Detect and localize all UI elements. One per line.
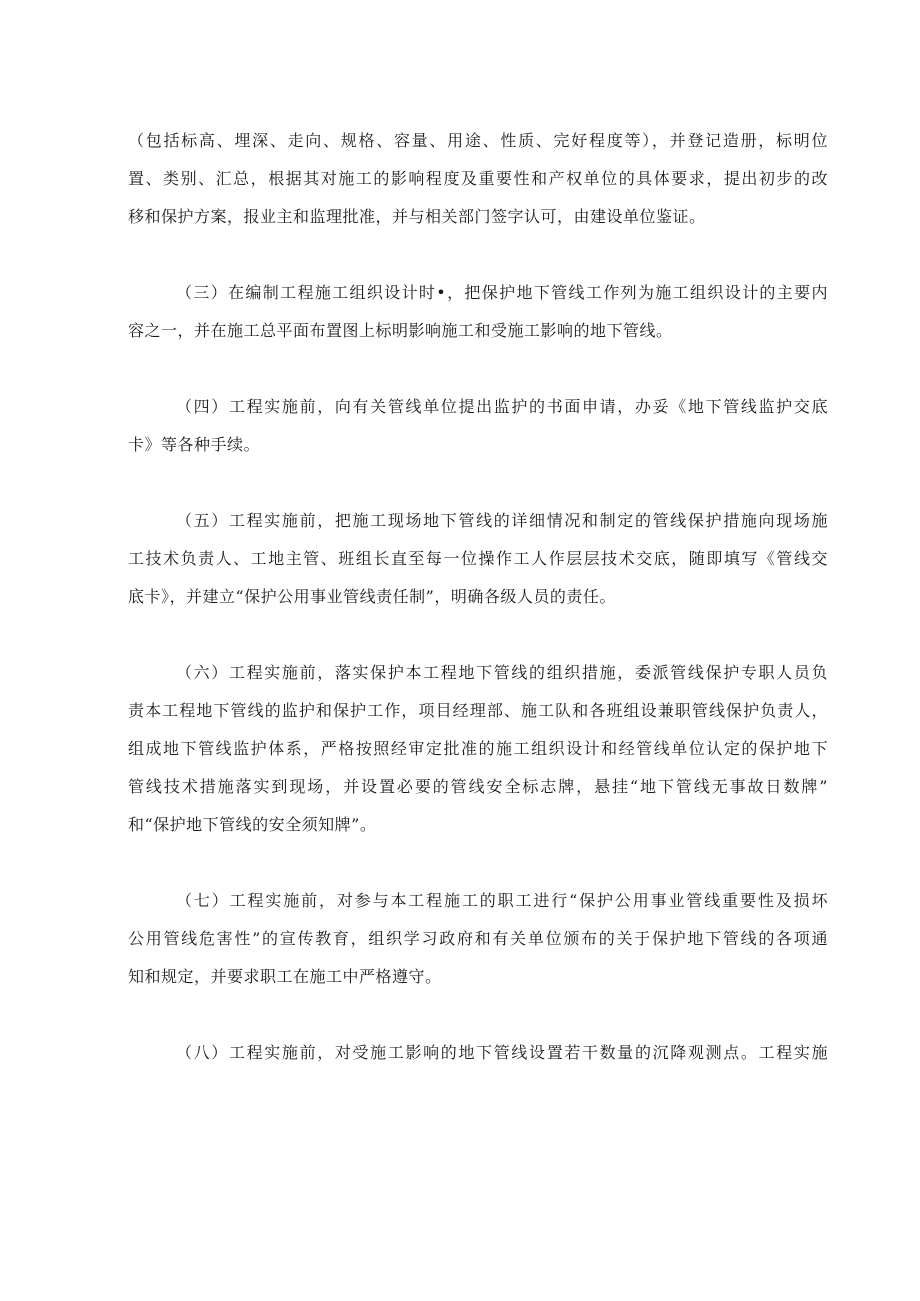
paragraph-4 <box>128 388 828 464</box>
text-line: （七）工程实施前，对参与本工程施工的职工进行“保护公用事业管线重要性及损坏 <box>176 891 828 910</box>
text-line: （五）工程实施前，把施工现场地下管线的详细情况和制定的管线保护措施向现场施 <box>176 511 828 530</box>
paragraph-surveying <box>128 122 828 236</box>
text-line: 组成地下管线监护体系，严格按照经审定批准的施工组织设计和经管线单位认定的保护地下 <box>128 739 828 758</box>
text-line: （三）在编制工程施工组织设计时•，把保护地下管线工作列为施工组织设计的主要内 <box>176 283 828 302</box>
paragraph-6 <box>128 654 828 844</box>
text-line: （包括标高、埋深、走向、规格、容量、用途、性质、完好程度等），并登记造册，标明位 <box>128 131 828 150</box>
paragraph-5 <box>128 502 828 616</box>
text-line: 知和规定，并要求职工在施工中严格遵守。 <box>128 967 442 986</box>
text-line: 公用管线危害性”的宣传教育，组织学习政府和有关单位颁布的关于保护地下管线的各项通 <box>128 929 828 948</box>
text-line: 工技术负责人、工地主管、班组长直至每一位操作工人作层层技术交底，随即填写《管线交 <box>128 549 828 568</box>
text-line: 容之一，并在施工总平面布置图上标明影响施工和受施工影响的地下管线。 <box>128 321 673 340</box>
text-line: 管线技术措施落实到现场，并设置必要的管线安全标志牌，悬挂“地下管线无事故日数牌” <box>128 777 828 796</box>
text-line: 和“保护地下管线的安全须知牌”。 <box>128 815 377 834</box>
text-line: 卡》等各种手续。 <box>128 435 261 454</box>
text-line: 底卡》，并建立“保护公用事业管线责任制”，明确各级人员的责任。 <box>128 587 616 606</box>
paragraph-8 <box>128 1034 828 1072</box>
paragraph-3 <box>128 274 828 350</box>
text-line: 责本工程地下管线的监护和保护工作，项目经理部、施工队和各班组设兼职管线保护负责人， <box>128 701 828 720</box>
text-line: 置、类别、汇总，根据其对施工的影响程度及重要性和产权单位的具体要求，提出初步的改 <box>128 169 828 188</box>
paragraph-7 <box>128 882 828 996</box>
text-line: （六）工程实施前，落实保护本工程地下管线的组织措施，委派管线保护专职人员负 <box>176 663 828 682</box>
text-line: （八）工程实施前，对受施工影响的地下管线设置若干数量的沉降观测点。工程实施 <box>176 1043 828 1062</box>
document-body <box>128 122 828 1110</box>
text-line: 移和保护方案，报业主和监理批准，并与相关部门签字认可，由建设单位鉴证。 <box>128 207 706 226</box>
text-line: （四）工程实施前，向有关管线单位提出监护的书面申请，办妥《地下管线监护交底 <box>176 397 828 416</box>
